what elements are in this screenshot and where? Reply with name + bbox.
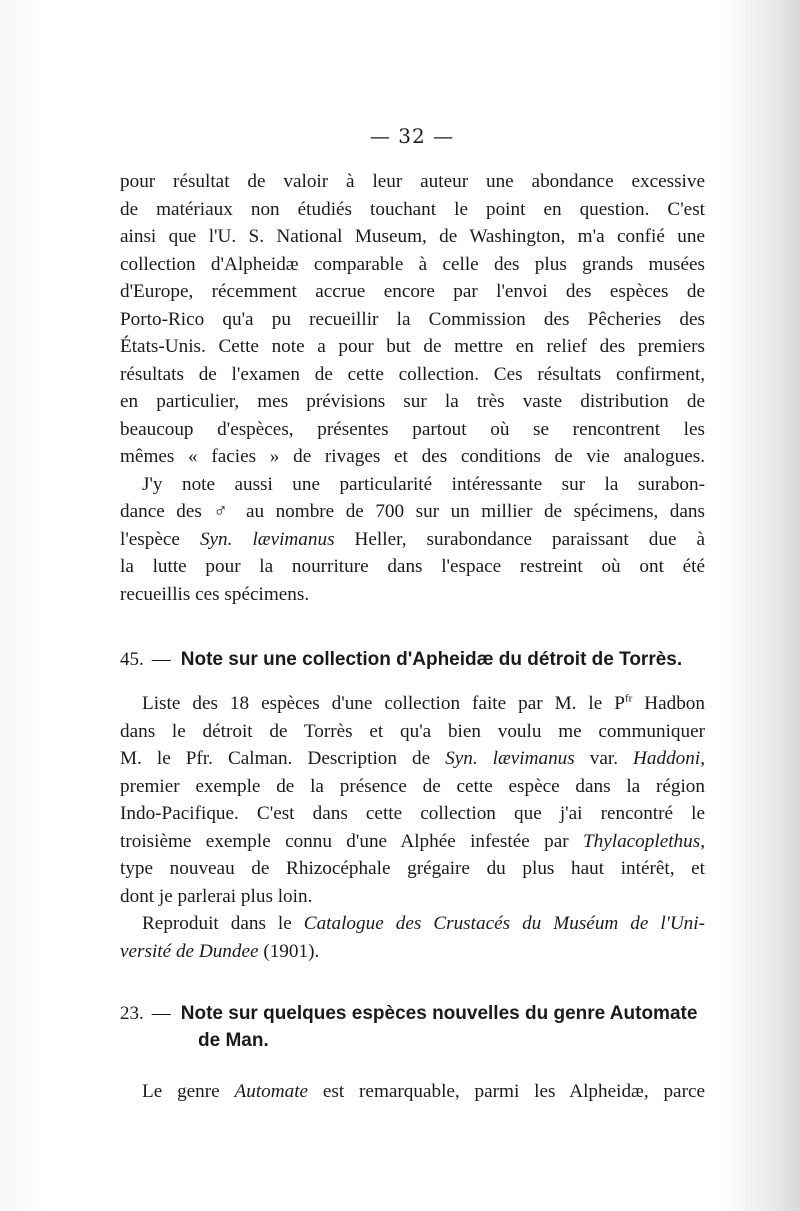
text-line: recueillis ces spécimens. — [120, 583, 310, 605]
text-line: premier exemple de la présence de cette espèce dans la région — [120, 775, 705, 797]
text-span: troisième exemple connu d'une Alphée infestée par — [120, 830, 583, 852]
text-line: Indo-Pacifique. C'est dans cette collection que j'ai rencontré le — [120, 803, 705, 824]
text-span: l'espèce — [120, 528, 200, 550]
section-dash: — — [151, 1003, 171, 1024]
section-title: Note sur quelques espèces nouvelles du genre Automate — [180, 1003, 698, 1024]
paragraph-1 — [120, 168, 705, 608]
text-line: États-Unis. Cette note a pour but de mettre en relief des premiers — [120, 336, 705, 357]
genus-name: Automate — [234, 1081, 309, 1102]
paragraph-3 — [120, 690, 705, 965]
text-span: Hadbon — [632, 693, 705, 714]
text-span: Le genre — [142, 1081, 235, 1102]
genus-name: Thylacoplethus, — [582, 830, 705, 852]
heading-line — [120, 1000, 710, 1027]
text-line: Porto-Rico qu'a pu recueillir la Commission des Pêcheries des — [120, 308, 705, 330]
male-symbol-icon: ♂ — [213, 501, 235, 522]
text-line — [120, 745, 705, 773]
text-line: dont je parlerai plus loin. — [120, 885, 313, 907]
text-span: est remarquable, parmi les Alpheidæ, parce — [308, 1081, 705, 1102]
text-line: de matériaux non étudiés touchant le point en question. C'est — [120, 198, 705, 220]
text-line: en particulier, mes prévisions sur la très vaste distribution de — [120, 391, 705, 412]
text-span: dance des — [120, 501, 214, 522]
text-span: au nombre de 700 sur un millier de spécimens, dans — [234, 501, 705, 522]
text-line — [120, 690, 705, 718]
text-span: (1901). — [258, 940, 320, 962]
section-title: Note sur une collection d'Apheidæ du détroit de Torrès. — [180, 649, 683, 670]
text-line — [120, 910, 705, 938]
section-number: 45. — [120, 649, 144, 670]
text-span: Heller, surabondance paraissant due à — [334, 528, 705, 550]
text-span: M. le Pfr. Calman. Description de — [120, 748, 446, 769]
text-line: mêmes « facies » de rivages et des conditions de vie analogues. — [120, 446, 705, 467]
text-line — [120, 526, 705, 554]
text-span: var. — [574, 748, 634, 769]
text-line — [120, 828, 705, 856]
text-line: pour résultat de valoir à leur auteur une abondance excessive — [120, 171, 705, 192]
text-span: Reproduit dans le — [142, 913, 304, 934]
text-span: Liste des 18 espèces d'une collection faite par M. le P — [142, 693, 625, 714]
page-number: — 32 — — [369, 124, 455, 148]
text-line: la lutte pour la nourriture dans l'espace restreint où ont été — [120, 556, 705, 577]
text-line: collection d'Alpheidæ comparable à celle des plus grands musées — [120, 253, 705, 275]
text-line: d'Europe, récemment accrue encore par l'envoi des espèces de — [120, 281, 705, 302]
section-dash: — — [151, 649, 171, 670]
text-line: type nouveau de Rhizocéphale grégaire du plus haut intérêt, et — [120, 858, 705, 879]
section-heading-45 — [120, 646, 710, 673]
heading-line: de Man. — [198, 1030, 269, 1051]
text-line — [120, 1078, 705, 1106]
text-line: J'y note aussi une particularité intéressante sur la surabon- — [142, 473, 705, 495]
variety-name: Haddoni, — [633, 748, 705, 769]
text-line: résultats de l'examen de cette collection. Ces résultats confirment, — [120, 363, 705, 385]
catalogue-title: versité de Dundee — [120, 940, 259, 962]
superscript: fr — [624, 692, 633, 705]
paragraph-5 — [120, 1078, 705, 1106]
text-line: ainsi que l'U. S. National Museum, de Washington, m'a confié une — [120, 226, 705, 247]
species-name: Syn. lævimanus — [445, 748, 575, 769]
text-line: dans le détroit de Torrès et qu'a bien voulu me communiquer — [120, 720, 705, 742]
text-line — [120, 498, 705, 526]
section-number: 23. — [120, 1003, 144, 1024]
text-line — [120, 938, 705, 966]
text-line: beaucoup d'espèces, présentes partout où se rencontrent les — [120, 418, 705, 440]
section-heading-23 — [120, 1000, 710, 1054]
catalogue-title: Catalogue des Crustacés du Muséum de l'Uni- — [303, 913, 705, 934]
species-name: Syn. lævimanus — [199, 528, 335, 550]
